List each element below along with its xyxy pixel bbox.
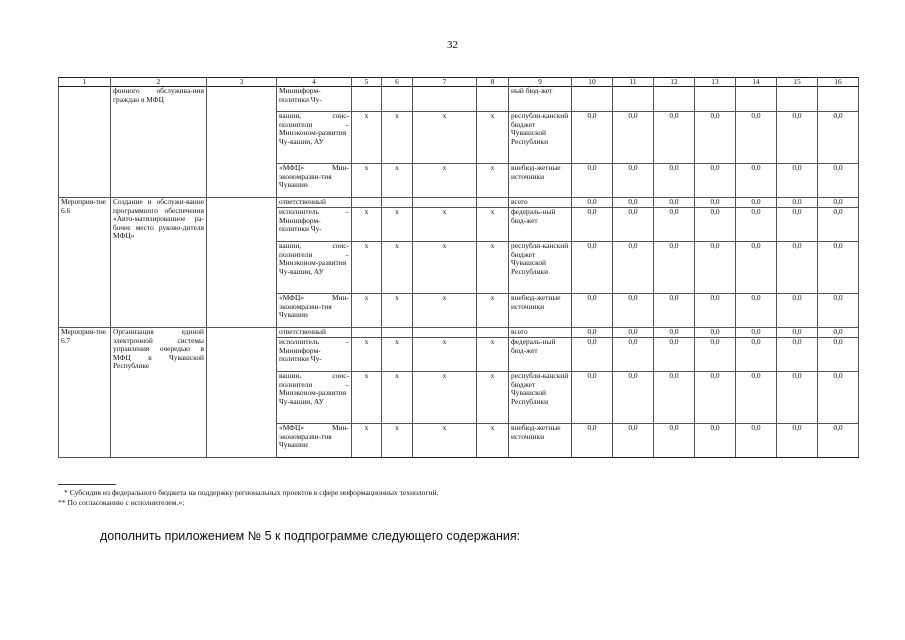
column-header-row <box>59 78 859 87</box>
mark-cell: x <box>382 242 413 294</box>
mark-cell <box>413 87 477 112</box>
funding-source: всего <box>509 328 572 338</box>
value-cell: 0,0 <box>613 164 654 198</box>
mark-cell: x <box>352 424 382 458</box>
mark-cell <box>477 328 509 338</box>
value-cell: 0,0 <box>736 242 777 294</box>
value-cell: 0,0 <box>695 112 736 164</box>
value-cell: 0,0 <box>818 338 859 372</box>
executor-cell: ответственный <box>277 198 352 208</box>
column-header: 6 <box>382 78 413 87</box>
mark-cell: x <box>477 424 509 458</box>
value-cell: 0,0 <box>777 198 818 208</box>
value-cell: 0,0 <box>818 208 859 242</box>
mark-cell <box>382 328 413 338</box>
value-cell: 0,0 <box>818 112 859 164</box>
column-header: 4 <box>277 78 352 87</box>
value-cell: 0,0 <box>777 372 818 424</box>
value-cell: 0,0 <box>695 372 736 424</box>
value-cell <box>613 87 654 112</box>
page-number: 32 <box>447 39 458 51</box>
value-cell: 0,0 <box>654 198 695 208</box>
value-cell: 0,0 <box>654 424 695 458</box>
value-cell: 0,0 <box>777 338 818 372</box>
measure-col3 <box>207 328 277 458</box>
value-cell: 0,0 <box>695 294 736 328</box>
value-cell: 0,0 <box>736 294 777 328</box>
value-cell: 0,0 <box>654 372 695 424</box>
value-cell: 0,0 <box>777 112 818 164</box>
column-header: 14 <box>736 78 777 87</box>
mark-cell <box>477 87 509 112</box>
value-cell: 0,0 <box>818 328 859 338</box>
value-cell: 0,0 <box>818 198 859 208</box>
column-header: 12 <box>654 78 695 87</box>
measure-col3 <box>207 87 277 198</box>
column-header: 3 <box>207 78 277 87</box>
value-cell <box>695 87 736 112</box>
value-cell: 0,0 <box>777 328 818 338</box>
measure-code <box>59 87 111 198</box>
value-cell: 0,0 <box>736 112 777 164</box>
column-header: 7 <box>413 78 477 87</box>
mark-cell: x <box>382 424 413 458</box>
value-cell: 0,0 <box>695 208 736 242</box>
value-cell: 0,0 <box>777 294 818 328</box>
value-cell: 0,0 <box>613 328 654 338</box>
value-cell: 0,0 <box>736 338 777 372</box>
mark-cell: x <box>382 112 413 164</box>
value-cell: 0,0 <box>736 198 777 208</box>
measure-name: Создание и обслужи-вание программного обеспечения «Авто-матизированное ра-бочее место руково-дителя МФЦ» <box>111 198 207 328</box>
value-cell: 0,0 <box>695 198 736 208</box>
value-cell: 0,0 <box>736 424 777 458</box>
mark-cell: x <box>477 372 509 424</box>
footnote-2: ** По согласованию с исполнителем.»; <box>58 498 185 507</box>
mark-cell: x <box>413 208 477 242</box>
mark-cell: x <box>382 372 413 424</box>
closing-instruction: дополнить приложением № 5 к подпрограмме следующего содержания: <box>100 529 521 543</box>
value-cell: 0,0 <box>777 208 818 242</box>
funding-source: внебюд-жетные источники <box>509 164 572 198</box>
value-cell: 0,0 <box>695 242 736 294</box>
mark-cell <box>413 198 477 208</box>
value-cell: 0,0 <box>736 208 777 242</box>
value-cell: 0,0 <box>818 424 859 458</box>
mark-cell: x <box>477 338 509 372</box>
value-cell: 0,0 <box>613 424 654 458</box>
mark-cell: x <box>352 112 382 164</box>
mark-cell: x <box>382 164 413 198</box>
column-header: 1 <box>59 78 111 87</box>
column-header: 5 <box>352 78 382 87</box>
measure-col3 <box>207 198 277 328</box>
mark-cell: x <box>477 242 509 294</box>
value-cell <box>572 87 613 112</box>
mark-cell: x <box>477 112 509 164</box>
value-cell: 0,0 <box>777 164 818 198</box>
mark-cell: x <box>413 112 477 164</box>
mark-cell: x <box>352 338 382 372</box>
mark-cell: x <box>413 424 477 458</box>
value-cell: 0,0 <box>818 164 859 198</box>
value-cell: 0,0 <box>572 242 613 294</box>
mark-cell: x <box>352 242 382 294</box>
funding-source: ный бюд-жет <box>509 87 572 112</box>
funding-source: федераль-ный бюд-жет <box>509 208 572 242</box>
value-cell: 0,0 <box>818 242 859 294</box>
value-cell <box>736 87 777 112</box>
mark-cell <box>477 198 509 208</box>
value-cell: 0,0 <box>572 198 613 208</box>
value-cell: 0,0 <box>613 208 654 242</box>
mark-cell: x <box>382 338 413 372</box>
mark-cell: x <box>413 164 477 198</box>
executor-cell: вашии, соис-полнители – Минэконом-развития Чу-вашии, АУ <box>277 372 352 424</box>
value-cell: 0,0 <box>613 242 654 294</box>
value-cell <box>654 87 695 112</box>
value-cell: 0,0 <box>572 294 613 328</box>
value-cell: 0,0 <box>613 372 654 424</box>
executor-cell: Мининформ-политики Чу- <box>277 87 352 112</box>
value-cell: 0,0 <box>736 328 777 338</box>
value-cell: 0,0 <box>572 328 613 338</box>
mark-cell <box>413 328 477 338</box>
value-cell: 0,0 <box>572 424 613 458</box>
executor-cell: «МФЦ» Мин-экономразви-тия Чувашии <box>277 294 352 328</box>
value-cell: 0,0 <box>695 424 736 458</box>
table-row <box>59 198 859 208</box>
mark-cell: x <box>382 294 413 328</box>
value-cell: 0,0 <box>777 242 818 294</box>
value-cell: 0,0 <box>572 338 613 372</box>
funding-source: федераль-ный бюд-жет <box>509 338 572 372</box>
column-header: 13 <box>695 78 736 87</box>
funding-source: внебюд-жетные источники <box>509 424 572 458</box>
footnote-1: * Субсидия из федерального бюджета на поддержку региональных проектов в сфере информационных технологий. <box>64 488 439 497</box>
value-cell: 0,0 <box>818 372 859 424</box>
value-cell: 0,0 <box>654 208 695 242</box>
measure-name: Организация единой электронной системы управления очередью в МФЦ в Чувашской Республике <box>111 328 207 458</box>
value-cell <box>777 87 818 112</box>
value-cell: 0,0 <box>654 338 695 372</box>
value-cell: 0,0 <box>613 112 654 164</box>
value-cell: 0,0 <box>654 328 695 338</box>
value-cell: 0,0 <box>777 424 818 458</box>
value-cell: 0,0 <box>654 164 695 198</box>
mark-cell: x <box>477 208 509 242</box>
funding-source: внебюд-жетные источники <box>509 294 572 328</box>
column-header: 16 <box>818 78 859 87</box>
funding-source: республи-канский бюджет Чувашской Республики <box>509 372 572 424</box>
mark-cell: x <box>352 372 382 424</box>
mark-cell: x <box>477 294 509 328</box>
mark-cell: x <box>413 242 477 294</box>
executor-cell: исполнитель – Мининформ-политики Чу- <box>277 208 352 242</box>
column-header: 9 <box>509 78 572 87</box>
executor-cell: «МФЦ» Мин-экономразви-тия Чувашии <box>277 164 352 198</box>
value-cell <box>818 87 859 112</box>
mark-cell: x <box>382 208 413 242</box>
mark-cell: x <box>352 294 382 328</box>
mark-cell: x <box>413 372 477 424</box>
table-row <box>59 87 859 112</box>
value-cell: 0,0 <box>654 242 695 294</box>
value-cell: 0,0 <box>654 112 695 164</box>
value-cell: 0,0 <box>613 198 654 208</box>
mark-cell: x <box>352 208 382 242</box>
mark-cell: x <box>413 338 477 372</box>
value-cell: 0,0 <box>572 112 613 164</box>
table-row <box>59 328 859 338</box>
mark-cell: x <box>352 164 382 198</box>
value-cell: 0,0 <box>572 164 613 198</box>
value-cell: 0,0 <box>695 338 736 372</box>
value-cell: 0,0 <box>572 208 613 242</box>
value-cell: 0,0 <box>572 372 613 424</box>
mark-cell <box>352 87 382 112</box>
executor-cell: исполнитель – Мининформ-политики Чу- <box>277 338 352 372</box>
value-cell: 0,0 <box>695 328 736 338</box>
measure-code: Мероприя-тие 6.7 <box>59 328 111 458</box>
funding-source: всего <box>509 198 572 208</box>
mark-cell <box>352 328 382 338</box>
executor-cell: ответственный <box>277 328 352 338</box>
mark-cell: x <box>477 164 509 198</box>
mark-cell <box>382 87 413 112</box>
executor-cell: «МФЦ» Мин-экономразви-тия Чувашии <box>277 424 352 458</box>
mark-cell: x <box>413 294 477 328</box>
measure-name: фонного обслужива-ния граждан в МФЦ <box>111 87 207 198</box>
mark-cell <box>352 198 382 208</box>
value-cell: 0,0 <box>654 294 695 328</box>
budget-table <box>58 77 859 458</box>
value-cell: 0,0 <box>613 294 654 328</box>
value-cell: 0,0 <box>695 164 736 198</box>
measure-code: Мероприя-тие 6.6 <box>59 198 111 328</box>
executor-cell: вашии, соис-полнители – Минэконом-развития Чу-вашии, АУ <box>277 112 352 164</box>
column-header: 2 <box>111 78 207 87</box>
executor-cell: вашии, соис-полнители – Минэконом-развития Чу-вашии, АУ <box>277 242 352 294</box>
column-header: 11 <box>613 78 654 87</box>
column-header: 8 <box>477 78 509 87</box>
value-cell: 0,0 <box>613 338 654 372</box>
mark-cell <box>382 198 413 208</box>
value-cell: 0,0 <box>736 164 777 198</box>
value-cell: 0,0 <box>818 294 859 328</box>
footnotes <box>58 482 439 508</box>
funding-source: республи-канский бюджет Чувашской Республики <box>509 242 572 294</box>
funding-source: республи-канский бюджет Чувашской Республики <box>509 112 572 164</box>
column-header: 10 <box>572 78 613 87</box>
value-cell: 0,0 <box>736 372 777 424</box>
column-header: 15 <box>777 78 818 87</box>
